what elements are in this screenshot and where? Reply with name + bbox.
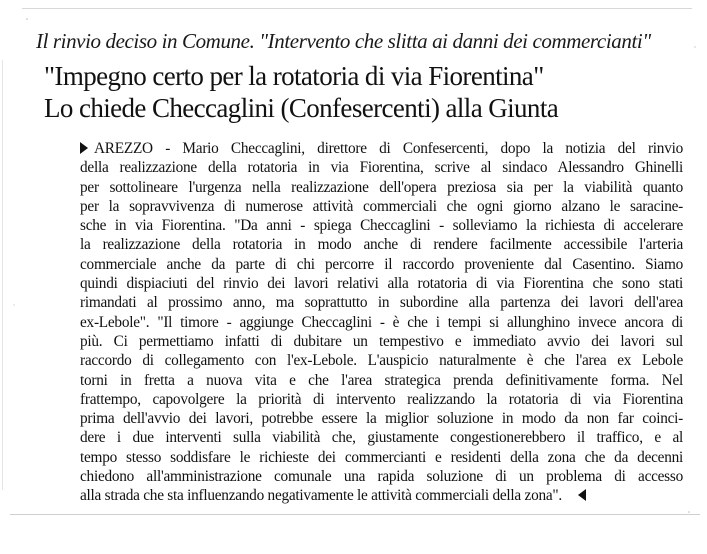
article-line: più. Ci permettiamo infatti di dubitare un tempestivo e immediato avvio dei lavori sul — [80, 332, 683, 350]
headline — [44, 60, 684, 124]
article-line: torni in fretta a nuova vita e che l'area strategica prenda definitivamente forma. Nel — [80, 371, 683, 389]
article-line: frattempo, capovolgere la priorità di intervento realizzando la rotatoria di via Fiorentina — [80, 390, 683, 408]
article-line: quindi dispiaciuti del rinvio dei lavori relativi alla rotatoria di via Fiorentina che sono stati — [80, 275, 683, 293]
end-mark-icon — [578, 489, 586, 501]
article-line: la realizzazione della rotatoria in modo anche di rendere facilmente accessibile l'arteria — [80, 236, 683, 254]
article-line: dere i due interventi sulla viabilità che, giustamente congestionerebbero il traffico, e al — [80, 429, 683, 447]
article-line: ex-Lebole". "Il timore - aggiunge Checcaglini - è che i tempi si allunghino invece ancora di — [80, 313, 683, 331]
article-body — [80, 139, 683, 506]
article-line: per la sopravvivenza di numerose attività commerciali che ogni giorno alzano le saracine- — [80, 197, 683, 215]
article-line: raccordo di collegamento con l'ex-Lebole. L'auspicio naturalmente è che l'area ex Lebole — [80, 352, 683, 370]
headline-line-1: "Impegno certo per la rotatoria di via Fiorentina" — [44, 61, 544, 91]
play-icon — [80, 142, 88, 154]
article-line-text: alla strada che sta influenzando negativamente le attività commerciali della zona". — [80, 487, 562, 505]
article-line: della realizzazione della rotatoria in via Fiorentina, scrive al sindaco Alessandro Ghinelli — [80, 159, 683, 177]
article-line: sche in via Fiorentina. "Da anni - spiega Checcaglini - solleviamo la richiesta di accelerare — [80, 217, 683, 235]
article-line: prima dell'avvio dei lavori, potrebbe essere la miglior soluzione in modo da non far coinci- — [80, 410, 683, 428]
article-line-text: - Mario Checcaglini, direttore di Confesercenti, dopo la notizia del rinvio — [152, 140, 683, 157]
dateline: AREZZO — [94, 140, 153, 157]
article-line: tempo stesso soddisfare le richieste dei commercianti e residenti della zona che da decenni — [80, 448, 683, 466]
article-line: rimandati al prossimo anno, ma soprattutto in subordine alla partenza dei lavori dell'area — [80, 294, 683, 312]
headline-line-2: Lo chiede Checcaglini (Confesercenti) alla Giunta — [44, 93, 559, 123]
article-line: per sottolineare l'urgenza nella realizzazione dell'opera preziosa sia per la viabilità quanto — [80, 178, 683, 196]
article-line — [80, 486, 683, 505]
article-line: chiedono all'amministrazione comunale una rapida soluzione di un problema di accesso — [80, 468, 683, 486]
kicker: Il rinvio deciso in Comune. "Intervento che slitta ai danni dei commercianti" — [36, 29, 651, 53]
article-line — [80, 139, 683, 158]
article-line: commerciale anche da parte di chi percorre il raccordo proveniente dal Casentino. Siamo — [80, 255, 683, 273]
